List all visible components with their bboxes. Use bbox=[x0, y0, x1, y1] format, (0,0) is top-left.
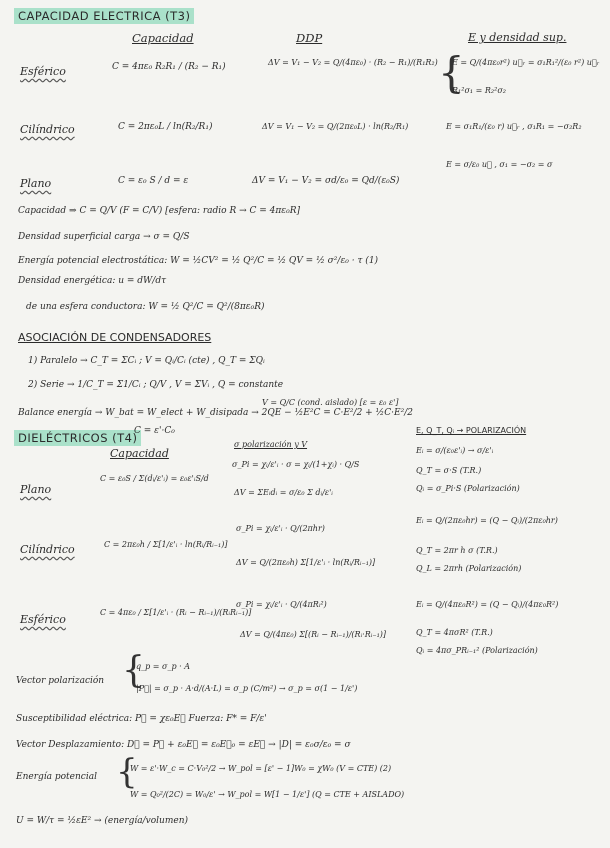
section-title-asociacion: ASOCIACIÓN DE CONDENSADORES bbox=[18, 331, 212, 344]
diel-cap-plano: C = ε₀S / Σ(dᵢ/ε'ᵢ) = ε₀ε'ᵢS/d bbox=[100, 474, 209, 483]
field-plano: E = σ/ε₀ u⃗ , σ₁ = −σ₂ = σ bbox=[446, 160, 553, 169]
diel-right-plano-2: Q_T = σ·S (T.R.) bbox=[416, 466, 482, 475]
ddp-plano: ΔV = V₁ − V₂ = σd/ε₀ = Qd/(ε₀S) bbox=[252, 176, 400, 186]
line-densidad-energetica: Densidad energética: u = dW/dτ bbox=[18, 276, 167, 286]
diel-volt-cilindrico: ΔV = Q/(2πε₀h) Σ[1/ε'ᵢ · ln(Rᵢ/Rᵢ₋₁)] bbox=[236, 558, 376, 567]
col-capacidad-header: Capacidad bbox=[132, 31, 194, 45]
section-title-capacidad: CAPACIDAD ELECTRICA (T3) bbox=[14, 8, 194, 24]
col-field-header: E y densidad sup. bbox=[468, 31, 567, 44]
row-label-esferico: Esférico bbox=[20, 65, 66, 78]
diel-right-cilindrico-1: Eᵢ = Q/(2πε₀hr) = (Q − Qᵢ)/(2πε₀hr) bbox=[416, 516, 558, 525]
col-polarizacion-header: σ polarización y V bbox=[234, 440, 308, 449]
col-capacidad-diel-header: Capacidad bbox=[110, 447, 169, 460]
diel-right-cilindrico-3: Q_L = 2πrh (Polarización) bbox=[416, 564, 522, 573]
diel-volt-plano: ΔV = ΣEᵢdᵢ = σ/ε₀ Σ dᵢ/ε'ᵢ bbox=[234, 488, 333, 497]
line-cond-aislado: V = Q/C (cond. aislado) [ε = ε₀ ε'] bbox=[262, 398, 399, 407]
diel-cap-cilindrico: C = 2πε₀h / Σ[1/ε'ᵢ · ln(Rᵢ/Rᵢ₋₁)] bbox=[104, 540, 228, 549]
diel-right-plano-3: Qᵢ = σ_Pi·S (Polarización) bbox=[416, 484, 520, 493]
field-esferico-1: E = Q/(4πε₀r²) u⃗ᵣ = σ₁R₁²/(ε₀ r²) u⃗ᵣ bbox=[452, 58, 600, 67]
line-esfera-conductora: de una esfera conductora: W = ½ Q²/C = Q²/(8πε₀R) bbox=[26, 302, 265, 312]
brace-esferico: { bbox=[438, 48, 465, 97]
diel-cap-esferico: C = 4πε₀ / Σ[1/ε'ᵢ · (Rᵢ − Rᵢ₋₁)/(RᵢRᵢ₋₁)] bbox=[100, 608, 252, 617]
diel-volt-esferico: ΔV = Q/(4πε₀) Σ[(Rᵢ − Rᵢ₋₁)/(Rᵢ·Rᵢ₋₁)] bbox=[240, 630, 387, 639]
diel-label-cilindrico: Cilíndrico bbox=[20, 543, 75, 556]
line-paralelo: 1) Paralelo → C_T = ΣCᵢ ; V = Qᵢ/Cᵢ (cte) , Q_T = ΣQᵢ bbox=[28, 356, 265, 366]
line-densidad-sup: Densidad superficial carga → σ = Q/S bbox=[18, 232, 190, 242]
ddp-cilindrico: ΔV = V₁ − V₂ = Q/(2πε₀L) · ln(R₂/R₁) bbox=[262, 122, 409, 131]
section-title-dielectricos: DIELÉCTRICOS (T4) bbox=[14, 430, 141, 446]
line-energia-2: W = Q₀²/(2C) = W₀/ε' → W_pol = W[1 − 1/ε'] (Q = CTE + AISLADO) bbox=[130, 790, 405, 799]
label-vector-polarizacion: Vector polarización bbox=[16, 676, 105, 686]
col-ddp-header: DDP bbox=[296, 31, 323, 45]
diel-pol-cilindrico: σ_Pi = χᵢ/ε'ᵢ · Q/(2πhr) bbox=[236, 524, 325, 533]
ddp-esferico: ΔV = V₁ − V₂ = Q/(4πε₀) · (R₂ − R₁)/(R₁R₂) bbox=[268, 58, 438, 67]
diel-right-esferico-1: Eᵢ = Q/(4πε₀R²) = (Q − Qᵢ)/(4πε₀R²) bbox=[416, 600, 559, 609]
diel-pol-plano: σ_Pi = χᵢ/ε'ᵢ · σ = χᵢ/(1+χᵢ) · Q/S bbox=[232, 460, 360, 469]
line-susceptibilidad: Susceptibilidad eléctrica: P⃗ = χε₀E⃗ Fuerza: F* = F/ε' bbox=[16, 714, 267, 724]
row-label-cilindrico: Cilíndrico bbox=[20, 123, 75, 136]
line-u: U = W/τ = ½εE² → (energía/volumen) bbox=[16, 816, 189, 826]
line-balance: Balance energía → W_bat = W_elect + W_disipada → 2QE − ½E²C = C·E²/2 + ½C·E²/2 bbox=[18, 408, 413, 418]
line-energia-1: W = ε'·W_c = C·V₀²/2 → W_pol = [ε' − 1]W₀ = χW₀ (V = CTE) (2) bbox=[130, 764, 392, 773]
cap-esferico: C = 4πε₀ R₂R₁ / (R₂ − R₁) bbox=[112, 62, 226, 72]
line-polarizacion-2: |P⃗| = σ_p · A·d/(A·L) = σ_p (C/m²) → σ_p = σ(1 − 1/ε') bbox=[136, 684, 358, 693]
diel-right-esferico-3: Qᵢ = 4πσ_PRᵢ₋₁² (Polarización) bbox=[416, 646, 538, 655]
brace-polarizacion: { bbox=[122, 650, 145, 691]
line-polarizacion-1: q_p = σ_p · A bbox=[136, 662, 191, 671]
line-energia-potencial: Energía potencial electrostática: W = ½CV² = ½ Q²/C = ½ QV = ½ σ²/ε₀ · τ (1) bbox=[18, 256, 379, 266]
diel-right-plano-1: Eᵢ = σ/(ε₀ε'ᵢ) → σ/ε'ᵢ bbox=[416, 446, 494, 455]
diel-right-esferico-2: Q_T = 4πσR² (T.R.) bbox=[416, 628, 493, 637]
diel-pol-esferico: σ_Pi = χᵢ/ε'ᵢ · Q/(4πRᵢ²) bbox=[236, 600, 327, 609]
diel-label-plano: Plano bbox=[20, 483, 52, 496]
col-polarizacion-right-header: E, Q_T, Qᵢ → POLARIZACIÓN bbox=[416, 426, 527, 435]
diel-label-esferico: Esférico bbox=[20, 613, 66, 626]
brace-energia: { bbox=[116, 752, 138, 792]
label-energia-potencial: Energía potencial bbox=[16, 772, 97, 782]
cap-cilindrico: C = 2πε₀L / ln(R₂/R₁) bbox=[118, 122, 213, 132]
diel-right-cilindrico-2: Q_T = 2πr h σ (T.R.) bbox=[416, 546, 498, 555]
line-serie: 2) Serie → 1/C_T = Σ1/Cᵢ ; Q/V , V = ΣVᵢ , Q = constante bbox=[28, 380, 284, 390]
field-cilindrico: E = σ₁R₁/(ε₀ r) u⃗ᵣ , σ₁R₁ = −σ₂R₂ bbox=[446, 122, 582, 131]
line-desplazamiento: Vector Desplazamiento: D⃗ = P⃗ + ε₀E⃗ = ε₀E⃗₀ = εE⃗ → |D| = ε₀σ/ε₀ = σ bbox=[16, 740, 351, 750]
line-capacidad: Capacidad ⇒ C = Q/V (F = C/V) [esfera: radio R → C = 4πε₀R] bbox=[18, 206, 300, 216]
dielectricos-subtitle: C = ε'·C₀ bbox=[134, 426, 175, 436]
cap-plano: C = ε₀ S / d = ε bbox=[118, 176, 189, 186]
row-label-plano: Plano bbox=[20, 177, 52, 190]
field-esferico-2: R₁²σ₁ = R₂²σ₂ bbox=[452, 86, 506, 95]
